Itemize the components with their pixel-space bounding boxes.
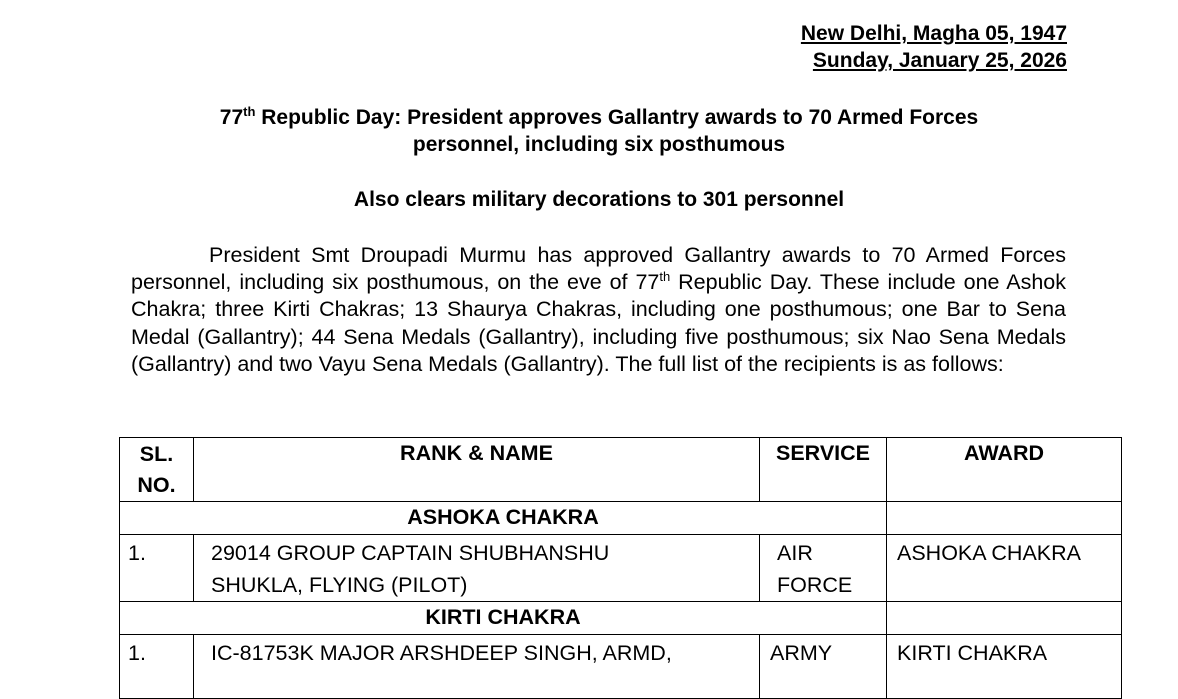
headline-line-1-text: Republic Day: President approves Gallantry awards to 70 Armed Forces [255,106,979,129]
category-empty-cell [887,602,1122,635]
category-ashoka-chakra: ASHOKA CHAKRA [120,502,887,535]
row-name-line-1: 29014 GROUP CAPTAIN SHUBHANSHU [211,541,610,565]
header-sl-line-2: NO. [137,473,176,497]
row-service [760,635,887,699]
headline-line-2: personnel, including six posthumous [412,133,786,156]
header-award: AWARD [887,438,1122,502]
row-service-line-2: FORCE [777,573,853,597]
row-award: KIRTI CHAKRA [887,635,1122,699]
headline-line-1 [120,104,1078,131]
body-text-part-2: Republic Day. These include one Ashok Chakra; three Kirti Chakras; 13 Shaurya Chakras, including one posthumous; one Bar to Sena Medal (Gallantry); 44 Sena Medals (Gallantry), including five posthumous; six Nao Sena Medals (Gallantry) and two Vayu Sena Medals (Gallantry). The full list of the recipients is as follows: [131,270,1066,376]
awards-table [119,437,1122,699]
row-service-line-1: AIR [777,541,813,565]
row-service [760,535,887,602]
dateline-gregorian-date: Sunday, January 25, 2026 [812,49,1067,72]
header-sl-line-1: SL. [139,442,174,466]
table-row [120,535,1122,602]
dateline-saka-date: New Delhi, Magha 05, 1947 [800,22,1067,45]
headline-ordinal-suffix: th [243,104,256,119]
header-service: SERVICE [760,438,887,502]
body-paragraph [131,242,1066,378]
row-name-line-1: IC-81753K MAJOR ARSHDEEP SINGH, ARMD, [211,641,672,665]
category-row [120,502,1122,535]
body-text-part-1: President Smt Droupadi Murmu has approved Gallantry awards to 70 Armed Forces personnel, including six posthumous, on the eve of 77 [131,243,1066,295]
subheadline: Also clears military decorations to 301 personnel [353,188,845,211]
row-service-line-1: ARMY [770,641,833,665]
row-award: ASHOKA CHAKRA [887,535,1122,602]
header-sl-no [120,438,194,502]
body-ordinal-suffix: th [659,269,671,285]
headline [120,104,1078,158]
category-kirti-chakra: KIRTI CHAKRA [120,602,887,635]
row-name-line-2: SHUKLA, FLYING (PILOT) [211,573,468,597]
row-rank-name [194,635,760,699]
header-rank-name: RANK & NAME [194,438,760,502]
category-empty-cell [887,502,1122,535]
table-row [120,635,1122,699]
table-header-row [120,438,1122,502]
row-rank-name [194,535,760,602]
headline-ordinal: 77 [219,106,244,129]
dateline [801,20,1067,74]
row-sl-no: 1. [120,635,194,699]
row-sl-no: 1. [120,535,194,602]
category-row [120,602,1122,635]
